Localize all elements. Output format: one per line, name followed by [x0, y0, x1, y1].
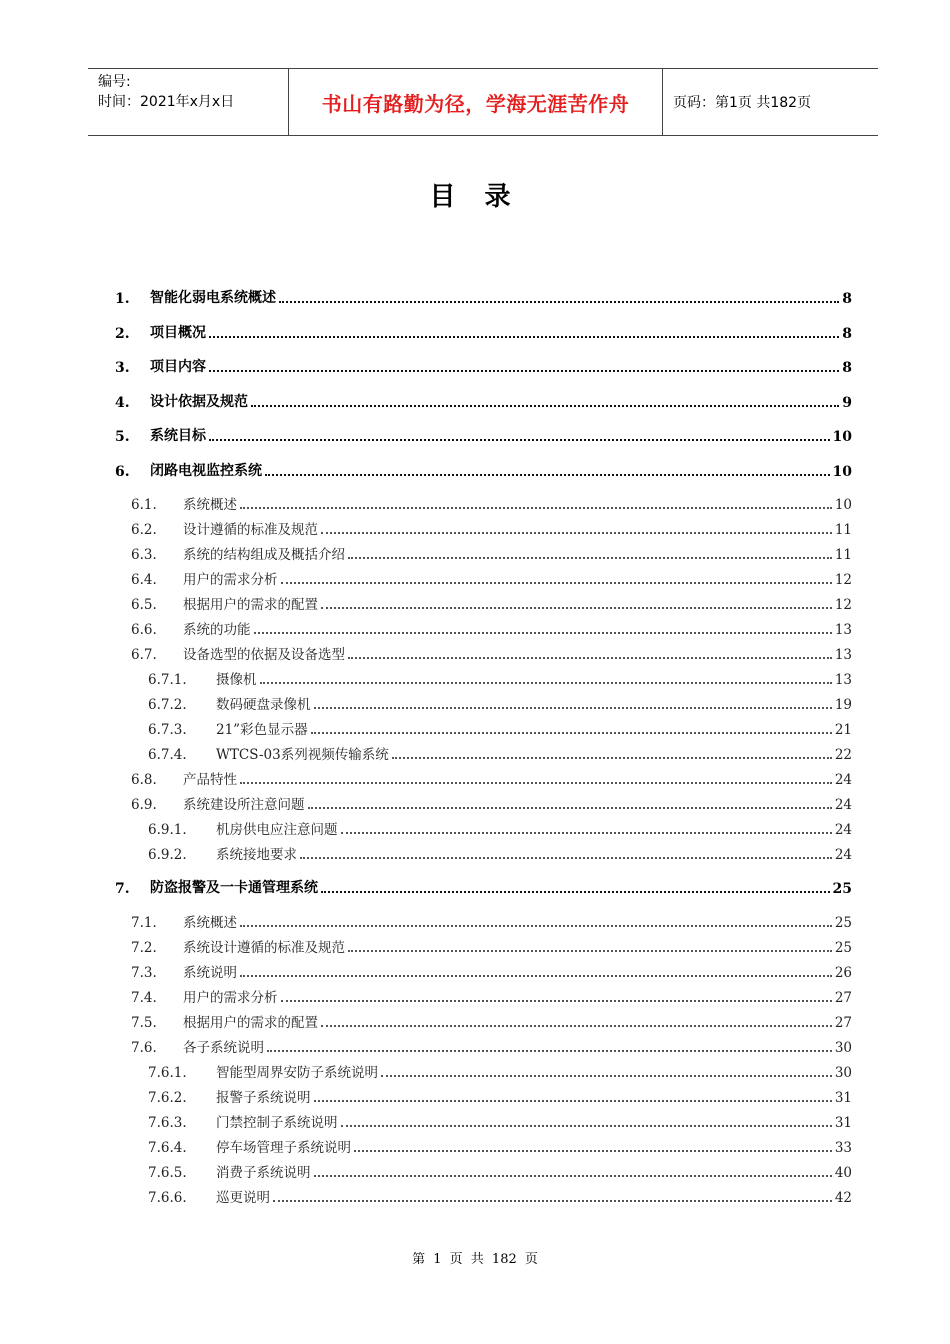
toc-entry-title: 停车场管理子系统说明 [216, 1140, 351, 1156]
toc-entry-page-number: 25 [834, 940, 852, 956]
toc-entry-page-number: 30 [834, 1040, 852, 1056]
toc-entry-title: 摄像机 [216, 672, 257, 688]
toc-entry-page-number: 30 [834, 1065, 852, 1081]
toc-entry-page-number: 12 [834, 572, 852, 588]
toc-entry-page-number: 10 [834, 497, 852, 513]
toc-entry[interactable] [115, 322, 852, 342]
toc-entry-page-number: 13 [834, 672, 852, 688]
toc-entry[interactable] [115, 877, 852, 897]
toc-entry-number: 6.7.1. [148, 672, 187, 688]
document-number-label: 编号: [98, 74, 131, 90]
toc-entry-number: 7.6.1. [148, 1065, 187, 1081]
toc-entry-title: 根据用户的需求的配置 [183, 1015, 318, 1031]
toc-entry-page-number: 9 [842, 395, 852, 411]
toc-entry[interactable] [148, 1161, 852, 1181]
toc-dot-leader [321, 891, 830, 893]
toc-entry-title: 门禁控制子系统说明 [216, 1115, 338, 1131]
toc-dot-leader [341, 832, 832, 834]
toc-entry[interactable] [115, 391, 852, 411]
toc-dot-leader [240, 925, 832, 927]
toc-entry-title: 机房供电应注意问题 [216, 822, 338, 838]
toc-dot-leader [240, 782, 832, 784]
toc-entry[interactable] [115, 287, 852, 307]
toc-entry-number: 6.5. [131, 597, 157, 613]
toc-entry-number: 7.6.4. [148, 1140, 187, 1156]
toc-entry-number: 7.6.6. [148, 1190, 187, 1206]
toc-entry-number: 6.4. [131, 572, 157, 588]
toc-entry-title: 用户的需求分析 [183, 572, 278, 588]
toc-dot-leader [354, 1150, 832, 1152]
toc-entry-page-number: 21 [834, 722, 852, 738]
toc-entry[interactable] [131, 911, 852, 931]
toc-entry-number: 6.8. [131, 772, 157, 788]
toc-entry-page-number: 13 [834, 647, 852, 663]
toc-entry-number: 7.2. [131, 940, 157, 956]
toc-dot-leader [300, 857, 832, 859]
toc-dot-leader [321, 1025, 832, 1027]
toc-dot-leader [321, 607, 832, 609]
page-footer: 第 1 页 共 182 页 [412, 1252, 538, 1267]
toc-entry[interactable] [131, 768, 852, 788]
toc-entry[interactable] [131, 793, 852, 813]
toc-entry-title: 智能型周界安防子系统说明 [216, 1065, 378, 1081]
toc-entry-page-number: 10 [832, 429, 852, 445]
toc-entry[interactable] [115, 425, 852, 445]
toc-entry-number: 6.7.3. [148, 722, 187, 738]
toc-entry-number: 2. [115, 326, 130, 342]
toc-entry[interactable] [131, 618, 852, 638]
toc-entry-page-number: 24 [834, 797, 852, 813]
toc-entry-number: 5. [115, 429, 130, 445]
toc-entry[interactable] [115, 460, 852, 480]
toc-entry-title: 消费子系统说明 [216, 1165, 311, 1181]
toc-dot-leader [209, 439, 830, 441]
toc-entry[interactable] [148, 1111, 852, 1131]
toc-entry[interactable] [131, 1011, 852, 1031]
toc-entry-title: 报警子系统说明 [216, 1090, 311, 1106]
toc-entry-title: 系统目标 [150, 428, 206, 444]
toc-entry-page-number: 12 [834, 597, 852, 613]
toc-entry[interactable] [148, 693, 852, 713]
toc-entry-title: WTCS-03系列视频传输系统 [216, 747, 389, 763]
toc-entry-number: 1. [115, 291, 130, 307]
toc-dot-leader [321, 532, 832, 534]
toc-dot-leader [260, 682, 832, 684]
toc-entry-number: 6.9.2. [148, 847, 187, 863]
toc-entry[interactable] [131, 986, 852, 1006]
toc-entry-number: 7.6.3. [148, 1115, 187, 1131]
toc-dot-leader [209, 370, 839, 372]
toc-entry-title: 系统建设所注意问题 [183, 797, 305, 813]
toc-entry-number: 7.4. [131, 990, 157, 1006]
toc-dot-leader [251, 405, 839, 407]
toc-entry[interactable] [131, 543, 852, 563]
toc-entry-page-number: 8 [842, 360, 852, 376]
toc-entry-title: 系统的功能 [183, 622, 251, 638]
toc-entry[interactable] [115, 356, 852, 376]
toc-entry-number: 6.7. [131, 647, 157, 663]
toc-entry-number: 7.1. [131, 915, 157, 931]
toc-entry[interactable] [148, 843, 852, 863]
toc-entry-page-number: 24 [834, 772, 852, 788]
toc-entry-page-number: 26 [834, 965, 852, 981]
toc-entry-page-number: 33 [834, 1140, 852, 1156]
toc-dot-leader [381, 1075, 832, 1077]
toc-entry[interactable] [131, 643, 852, 663]
document-time-label: 时间：2021年x月x日 [98, 94, 235, 110]
toc-entry-page-number: 24 [834, 822, 852, 838]
toc-entry-page-number: 11 [834, 522, 852, 538]
toc-dot-leader [311, 732, 832, 734]
toc-entry-page-number: 8 [842, 326, 852, 342]
toc-entry-title: 系统接地要求 [216, 847, 297, 863]
toc-entry-page-number: 8 [842, 291, 852, 307]
toc-entry-title: 系统说明 [183, 965, 237, 981]
toc-entry-title: 智能化弱电系统概述 [150, 290, 276, 306]
toc-entry-number: 6. [115, 464, 130, 480]
toc-entry-number: 6.6. [131, 622, 157, 638]
toc-entry-page-number: 19 [834, 697, 852, 713]
toc-dot-leader [267, 1050, 832, 1052]
toc-entry-number: 6.7.2. [148, 697, 187, 713]
toc-entry[interactable] [148, 718, 852, 738]
toc-entry[interactable] [148, 1136, 852, 1156]
toc-entry-number: 6.2. [131, 522, 157, 538]
toc-entry-number: 6.3. [131, 547, 157, 563]
toc-entry-page-number: 24 [834, 847, 852, 863]
toc-entry-number: 6.9. [131, 797, 157, 813]
toc-entry-number: 7. [115, 881, 130, 897]
toc-entry[interactable] [148, 668, 852, 688]
toc-entry-title: 设计遵循的标准及规范 [183, 522, 318, 538]
toc-entry[interactable] [148, 1086, 852, 1106]
toc-dot-leader [392, 757, 832, 759]
toc-entry-title: 各子系统说明 [183, 1040, 264, 1056]
toc-dot-leader [281, 582, 832, 584]
toc-entry-page-number: 25 [832, 881, 852, 897]
toc-entry-number: 3. [115, 360, 130, 376]
header-motto: 书山有路勤为径，学海无涯苦作舟 [289, 69, 663, 135]
toc-entry[interactable] [148, 1186, 852, 1206]
toc-dot-leader [348, 657, 832, 659]
toc-entry-title: 用户的需求分析 [183, 990, 278, 1006]
toc-entry-page-number: 27 [834, 990, 852, 1006]
toc-entry-title: 项目内容 [150, 359, 206, 375]
toc-dot-leader [348, 557, 832, 559]
header-page-info: 页码：第1页 共182页 [673, 95, 812, 111]
toc-entry-number: 7.6.2. [148, 1090, 187, 1106]
toc-entry-title: 系统设计遵循的标准及规范 [183, 940, 345, 956]
toc-dot-leader [279, 301, 839, 303]
toc-entry-title: 系统的结构组成及概括介绍 [183, 547, 345, 563]
toc-entry-number: 7.6.5. [148, 1165, 187, 1181]
toc-entry[interactable] [131, 568, 852, 588]
toc-entry-page-number: 40 [834, 1165, 852, 1181]
toc-entry-page-number: 31 [834, 1115, 852, 1131]
toc-dot-leader [348, 950, 832, 952]
toc-entry[interactable] [148, 818, 852, 838]
toc-dot-leader [341, 1125, 832, 1127]
toc-dot-leader [240, 975, 832, 977]
toc-dot-leader [314, 707, 832, 709]
toc-entry-title: 根据用户的需求的配置 [183, 597, 318, 613]
toc-entry-title: 设备选型的依据及设备选型 [183, 647, 345, 663]
toc-entry-number: 7.5. [131, 1015, 157, 1031]
toc-entry-page-number: 10 [832, 464, 852, 480]
toc-entry-title: 21”彩色显示器 [216, 722, 308, 738]
toc-dot-leader [240, 507, 832, 509]
toc-entry-page-number: 42 [834, 1190, 852, 1206]
toc-title: 目 录 [429, 182, 521, 212]
header-left-cell [88, 69, 289, 135]
toc-entry-page-number: 11 [834, 547, 852, 563]
toc-entry-title: 系统概述 [183, 497, 237, 513]
toc-entry-title: 巡更说明 [216, 1190, 270, 1206]
toc-dot-leader [254, 632, 832, 634]
toc-entry-title: 设计依据及规范 [150, 394, 248, 410]
page-header [88, 68, 878, 136]
toc-entry[interactable] [131, 518, 852, 538]
toc-entry-number: 6.9.1. [148, 822, 187, 838]
toc-dot-leader [314, 1175, 832, 1177]
toc-entry-title: 防盗报警及一卡通管理系统 [150, 880, 318, 896]
toc-entry-title: 产品特性 [183, 772, 237, 788]
toc-entry-number: 7.6. [131, 1040, 157, 1056]
toc-dot-leader [273, 1200, 832, 1202]
toc-entry[interactable] [131, 593, 852, 613]
toc-entry-title: 闭路电视监控系统 [150, 463, 262, 479]
toc-entry[interactable] [131, 961, 852, 981]
toc-entry-title: 数码硬盘录像机 [216, 697, 311, 713]
toc-entry-page-number: 25 [834, 915, 852, 931]
toc-entry-page-number: 13 [834, 622, 852, 638]
toc-entry[interactable] [148, 1061, 852, 1081]
toc-entry-number: 4. [115, 395, 130, 411]
toc-entry[interactable] [148, 743, 852, 763]
toc-entry[interactable] [131, 936, 852, 956]
toc-entry-page-number: 31 [834, 1090, 852, 1106]
toc-dot-leader [314, 1100, 832, 1102]
toc-dot-leader [265, 474, 830, 476]
toc-entry[interactable] [131, 1036, 852, 1056]
toc-entry-page-number: 22 [834, 747, 852, 763]
toc-entry-number: 6.7.4. [148, 747, 187, 763]
toc-entry-title: 项目概况 [150, 325, 206, 341]
toc-entry-number: 7.3. [131, 965, 157, 981]
toc-dot-leader [308, 807, 832, 809]
toc-entry-title: 系统概述 [183, 915, 237, 931]
toc-dot-leader [209, 336, 839, 338]
toc-entry-number: 6.1. [131, 497, 157, 513]
toc-entry[interactable] [131, 493, 852, 513]
toc-entry-page-number: 27 [834, 1015, 852, 1031]
toc-dot-leader [281, 1000, 832, 1002]
